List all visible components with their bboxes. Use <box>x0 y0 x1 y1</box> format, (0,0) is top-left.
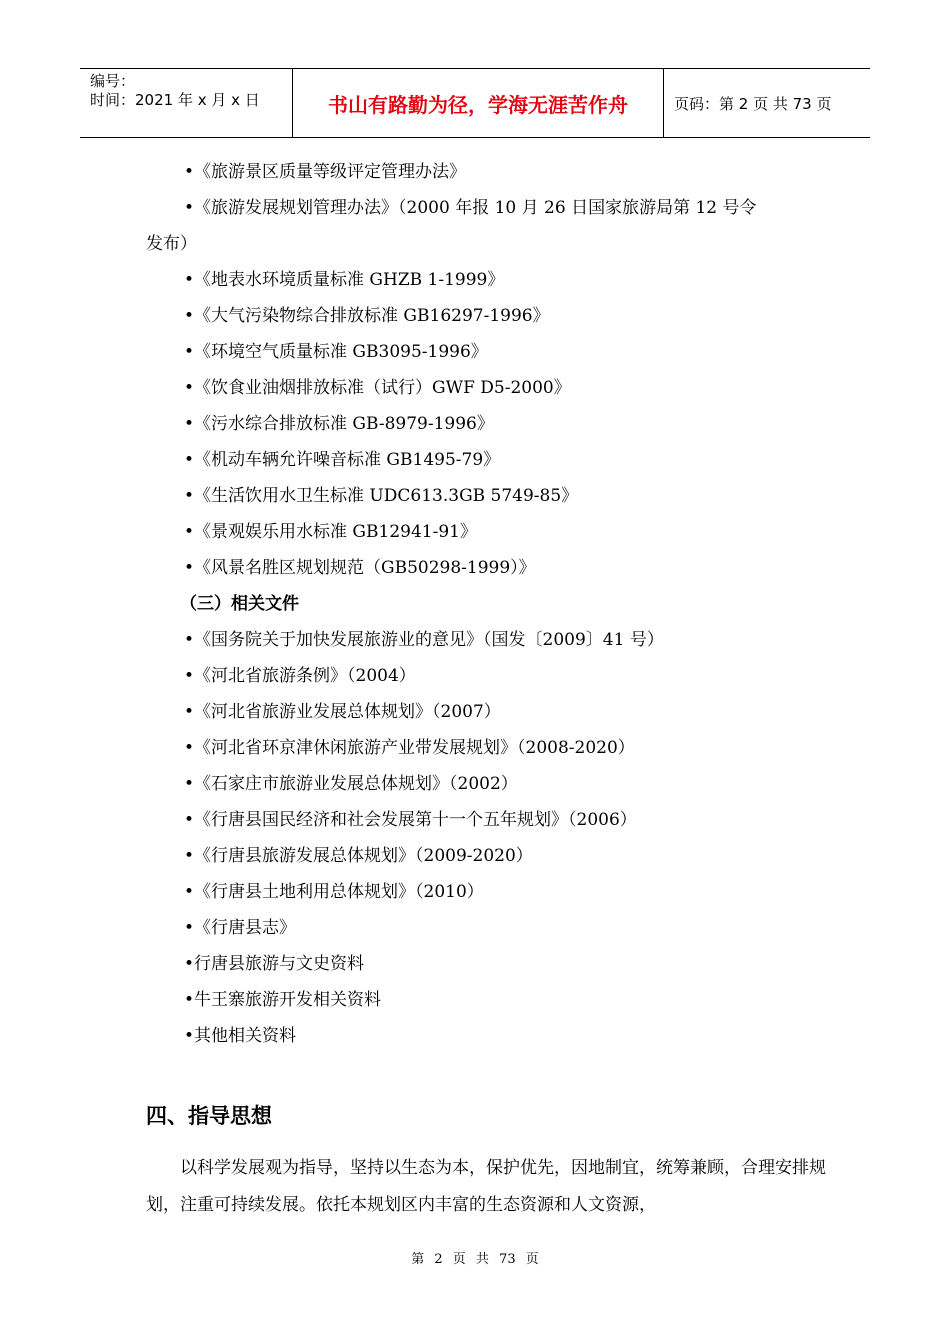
list-item: •《国务院关于加快发展旅游业的意见》（国发〔2009〕41 号） <box>184 630 664 650</box>
header-motto: 书山有路勤为径，学海无涯苦作舟 <box>293 69 664 137</box>
list-item: •《河北省旅游条例》（2004） <box>184 666 416 686</box>
number-label: 编号： <box>90 72 136 90</box>
list-item: •《饮食业油烟排放标准（试行）GWF D5-2000》 <box>184 378 571 398</box>
list-item: •《河北省旅游业发展总体规划》（2007） <box>184 702 501 722</box>
list-item: •《景观娱乐用水标准 GB12941-91》 <box>184 522 477 542</box>
list-item: •《河北省环京津休闲旅游产业带发展规划》（2008-2020） <box>184 738 635 758</box>
list-item: •《风景名胜区规划规范（GB50298-1999）》 <box>184 558 536 578</box>
document-body <box>146 154 826 1054</box>
list-item: •《污水综合排放标准 GB-8979-1996》 <box>184 414 494 434</box>
list-item: •其他相关资料 <box>184 1026 297 1046</box>
list-item: •《机动车辆允许噪音标准 GB1495-79》 <box>184 450 501 470</box>
list-item: •《生活饮用水卫生标准 UDC613.3GB 5749-85》 <box>184 486 579 506</box>
subheading: （三）相关文件 <box>180 594 299 614</box>
list-item: •《旅游景区质量等级评定管理办法》 <box>184 162 467 182</box>
list-item: •《行唐县志》 <box>184 918 297 938</box>
list-item-continuation: 发布） <box>146 234 197 254</box>
list-item: •《旅游发展规划管理办法》（2000 年报 10 月 26 日国家旅游局第 12 号令 <box>184 198 757 218</box>
list-item: •《石家庄市旅游业发展总体规划》（2002） <box>184 774 518 794</box>
section-title: 四、指导思想 <box>146 1104 272 1128</box>
list-item: •《环境空气质量标准 GB3095-1996》 <box>184 342 488 362</box>
list-item: •《大气污染物综合排放标准 GB16297-1996》 <box>184 306 550 326</box>
list-item: •《地表水环境质量标准 GHZB 1-1999》 <box>184 270 505 290</box>
page-header <box>80 68 870 138</box>
page-footer: 第 2 页 共 73 页 <box>411 1252 539 1267</box>
list-item: •《行唐县土地利用总体规划》（2010） <box>184 882 484 902</box>
date-label: 时间：2021 年 x 月 x 日 <box>90 91 260 109</box>
header-page-info: 页码：第 2 页 共 73 页 <box>674 94 832 113</box>
body-paragraph: 以科学发展观为指导，坚持以生态为本，保护优先，因地制宜，统筹兼顾，合理安排规划，注重可持续发展。依托本规划区内丰富的生态资源和人文资源， <box>146 1158 826 1215</box>
list-item: •行唐县旅游与文史资料 <box>184 954 365 974</box>
list-item: •《行唐县国民经济和社会发展第十一个五年规划》（2006） <box>184 810 637 830</box>
list-item: •牛王寨旅游开发相关资料 <box>184 990 382 1010</box>
list-item: •《行唐县旅游发展总体规划》（2009-2020） <box>184 846 533 866</box>
header-meta <box>80 69 293 137</box>
